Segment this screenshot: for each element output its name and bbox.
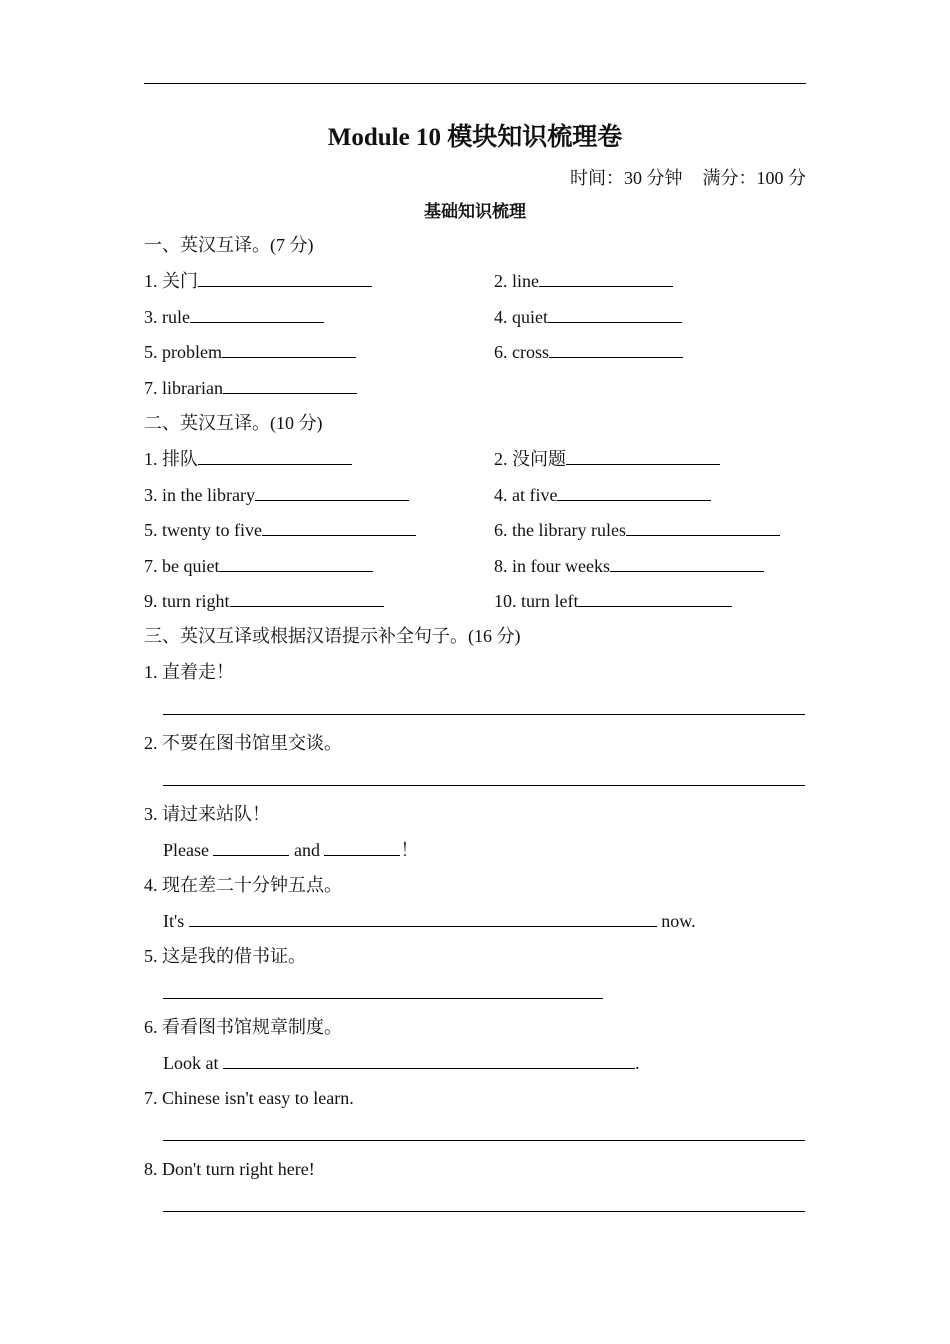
answer-blank[interactable]	[610, 554, 764, 572]
s3-q6: 6. 看看图书馆规章制度。	[144, 1017, 342, 1037]
answer-blank[interactable]	[566, 447, 720, 465]
answer-blank[interactable]	[262, 518, 416, 536]
s1-item-5: 5. problem	[144, 340, 356, 364]
answer-line-q7[interactable]	[163, 1140, 805, 1141]
s3-q5: 5. 这是我的借书证。	[144, 946, 306, 966]
page-title: Module 10 模块知识梳理卷	[327, 124, 623, 151]
answer-line-q5[interactable]	[163, 998, 603, 999]
answer-blank[interactable]	[626, 518, 780, 536]
answer-blank[interactable]	[539, 269, 673, 287]
answer-blank[interactable]	[549, 340, 683, 358]
s2-item-1: 1. 排队	[144, 447, 352, 471]
s1-item-3: 3. rule	[144, 305, 324, 329]
answer-blank[interactable]	[190, 305, 324, 323]
answer-blank[interactable]	[548, 305, 682, 323]
answer-blank[interactable]	[198, 447, 352, 465]
s1-item-7: 7. librarian	[144, 376, 357, 400]
s3-q4: 4. 现在差二十分钟五点。	[144, 875, 342, 895]
answer-blank[interactable]	[223, 1051, 635, 1069]
s3-q8: 8. Don't turn right here!	[144, 1159, 315, 1179]
s2-item-6: 6. the library rules	[494, 518, 780, 542]
answer-blank[interactable]	[219, 554, 373, 572]
answer-blank[interactable]	[578, 589, 732, 607]
s2-item-8: 8. in four weeks	[494, 554, 764, 578]
answer-blank[interactable]	[324, 838, 400, 856]
s1-item-1: 1. 关门	[144, 269, 372, 293]
answer-blank[interactable]	[213, 838, 289, 856]
section-subhead: 基础知识梳理	[424, 202, 526, 221]
s3-q7: 7. Chinese isn't easy to learn.	[144, 1088, 354, 1108]
answer-blank[interactable]	[198, 269, 372, 287]
s3-q4-answer: It's now.	[163, 911, 696, 931]
s3-q3-answer: Please and ！	[163, 840, 419, 860]
section2-heading: 二、英汉互译。(10 分)	[144, 413, 323, 433]
answer-blank[interactable]	[222, 340, 356, 358]
answer-blank[interactable]	[557, 483, 711, 501]
s1-item-2: 2. line	[494, 269, 673, 293]
s2-item-7: 7. be quiet	[144, 554, 373, 578]
answer-line-q1[interactable]	[163, 714, 805, 715]
s2-item-10: 10. turn left	[494, 589, 732, 613]
time-limit: 时间：30 分钟	[570, 168, 683, 188]
answer-line-q8[interactable]	[163, 1211, 805, 1212]
answer-blank[interactable]	[230, 589, 384, 607]
s2-item-9: 9. turn right	[144, 589, 384, 613]
s1-item-6: 6. cross	[494, 340, 683, 364]
s2-item-3: 3. in the library	[144, 483, 409, 507]
exam-meta	[570, 166, 806, 190]
s3-q3: 3. 请过来站队！	[144, 804, 270, 824]
s3-q2: 2. 不要在图书馆里交谈。	[144, 733, 342, 753]
s2-item-5: 5. twenty to five	[144, 518, 416, 542]
full-score: 满分：100 分	[702, 168, 806, 188]
s3-q6-answer: Look at .	[163, 1053, 640, 1073]
s1-item-4: 4. quiet	[494, 305, 682, 329]
answer-line-q2[interactable]	[163, 785, 805, 786]
section1-heading: 一、英汉互译。(7 分)	[144, 235, 314, 255]
answer-blank[interactable]	[189, 909, 657, 927]
answer-blank[interactable]	[255, 483, 409, 501]
section3-heading: 三、英汉互译或根据汉语提示补全句子。(16 分)	[144, 626, 521, 646]
s2-item-4: 4. at five	[494, 483, 711, 507]
s3-q1: 1. 直着走！	[144, 662, 234, 682]
top-rule	[144, 83, 806, 84]
s2-item-2: 2. 没问题	[494, 447, 720, 471]
answer-blank[interactable]	[223, 376, 357, 394]
